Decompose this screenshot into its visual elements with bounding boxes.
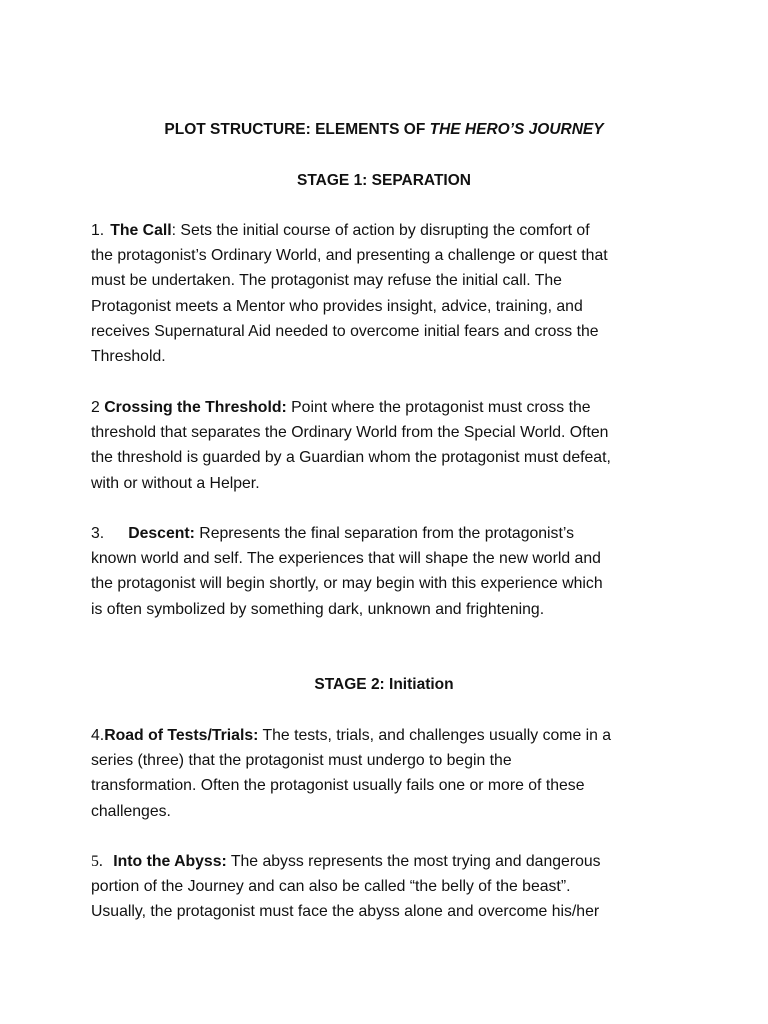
item-text: The tests, trials, and challenges usually come in a — [258, 727, 612, 744]
title-prefix: PLOT STRUCTURE: ELEMENTS OF — [164, 121, 430, 138]
title-italic: THE HERO’S JOURNEY — [429, 121, 604, 138]
item-term: Crossing the Threshold: — [104, 399, 287, 416]
item-into-the-abyss — [91, 849, 691, 925]
item-text: The abyss represents the most trying and dangerous — [226, 853, 601, 870]
item-text: Point where the protagonist must cross the — [286, 399, 591, 416]
item-line — [91, 723, 691, 748]
item-line: Threshold. — [91, 348, 166, 366]
item-crossing-the-threshold — [91, 395, 691, 496]
item-number: 2 — [91, 399, 100, 416]
item-line: receives Supernatural Aid needed to overcome initial fears and cross the — [91, 322, 599, 340]
item-line: the protagonist’s Ordinary World, and presenting a challenge or quest that — [91, 247, 608, 265]
item-line: known world and self. The experiences that will shape the new world and — [91, 550, 601, 568]
item-line: threshold that separates the Ordinary World from the Special World. Often — [91, 424, 609, 442]
item-term: The Call — [110, 222, 172, 239]
item-line: Usually, the protagonist must face the abyss alone and overcome his/her — [91, 903, 600, 921]
item-term: Road of Tests/Trials: — [104, 727, 259, 744]
item-line: is often symbolized by something dark, unknown and frightening. — [91, 600, 545, 618]
item-term: Descent: — [128, 525, 195, 542]
item-line: challenges. — [91, 802, 171, 820]
item-line — [91, 521, 691, 546]
item-number: 4. — [91, 727, 105, 744]
item-number: 1. — [91, 222, 105, 239]
item-line: series (three) that the protagonist must undergo to begin the — [91, 752, 512, 770]
item-the-call — [91, 218, 691, 369]
item-line: portion of the Journey and can also be called “the belly of the beast”. — [91, 878, 571, 896]
item-line: the threshold is guarded by a Guardian whom the protagonist must defeat, — [91, 449, 611, 467]
item-line: must be undertaken. The protagonist may refuse the initial call. The — [91, 272, 562, 290]
item-line: transformation. Often the protagonist usually fails one or more of these — [91, 777, 585, 795]
item-line — [91, 395, 691, 420]
item-descent — [91, 521, 691, 622]
item-line: the protagonist will begin shortly, or may begin with this experience which — [91, 575, 603, 593]
item-line: with or without a Helper. — [91, 474, 260, 492]
item-road-of-trials — [91, 723, 691, 824]
item-line — [91, 218, 691, 243]
item-text: Represents the final separation from the protagonist’s — [194, 525, 574, 542]
document-title — [0, 120, 768, 140]
stage-1-heading: STAGE 1: SEPARATION — [297, 172, 471, 189]
item-number: 5. — [91, 853, 103, 870]
item-line — [91, 849, 691, 874]
item-line: Protagonist meets a Mentor who provides insight, advice, training, and — [91, 297, 583, 315]
item-number: 3. — [91, 525, 105, 542]
stage-2-heading: STAGE 2: Initiation — [314, 676, 454, 693]
item-term: Into the Abyss: — [113, 853, 227, 870]
item-text: : Sets the initial course of action by disrupting the comfort of — [171, 222, 590, 239]
